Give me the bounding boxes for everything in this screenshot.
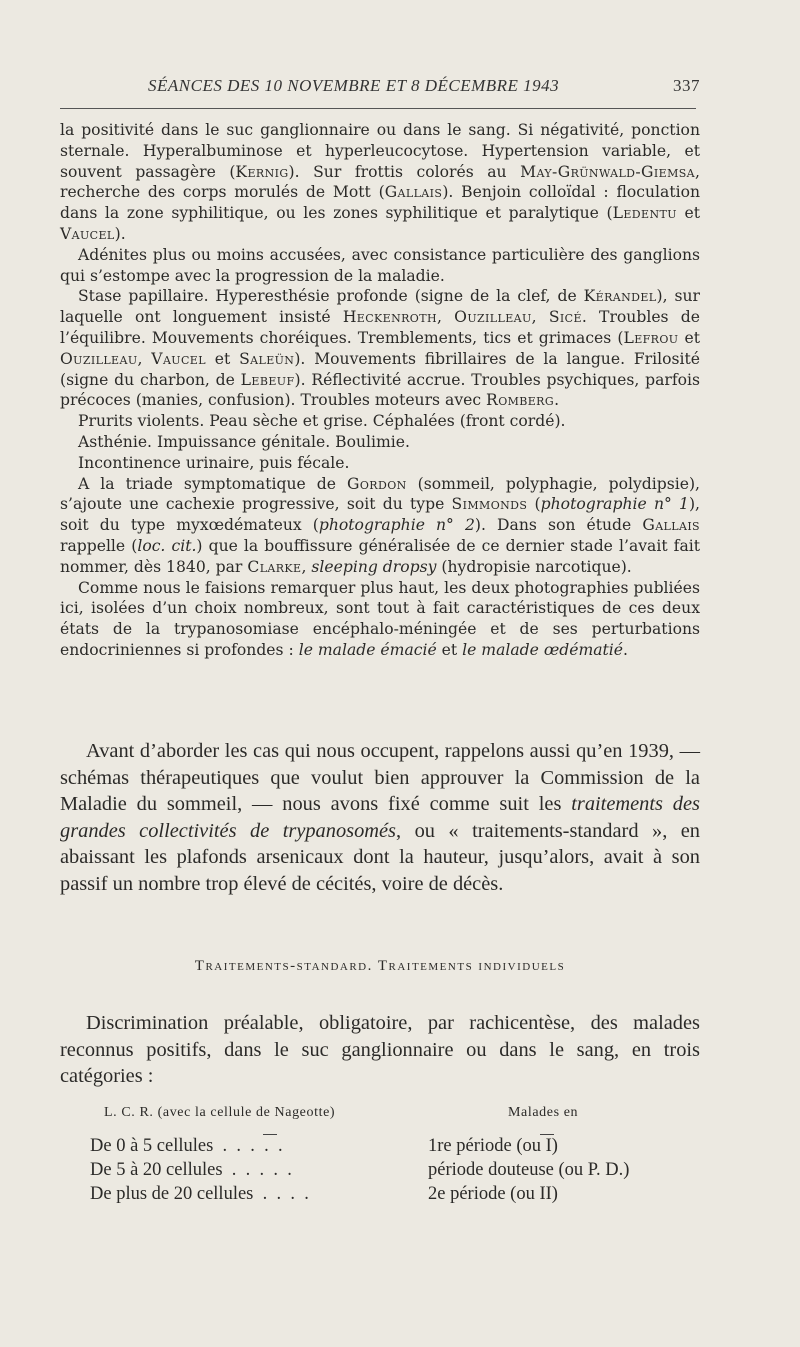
table-cell-cells: De 5 à 20 cellules . . . . . (90, 1160, 292, 1180)
table-row (0, 1184, 800, 1208)
text-run: Avant d’aborder les cas qui nous occupent, rappelons aussi qu’en 1939, — schémas thérapeutiques que voulut bien approuver la Commission de la Maladie du sommeil, — nous avons fixé comme suit les (60, 740, 700, 816)
author-name: Vaucel (60, 224, 115, 243)
author-name: Ouzilleau (454, 308, 532, 327)
table-header-dash (540, 1134, 554, 1135)
text-run: rappelle ( (60, 536, 138, 555)
table-row (0, 1160, 800, 1184)
table-header-right: Malades en (508, 1105, 579, 1120)
italic-text: le malade émacié (298, 640, 437, 659)
table-cell-cells: De 0 à 5 cellules . . . . . (90, 1136, 283, 1156)
text-run: ). Réflectivité accrue. Troubles psychiques, parfois précoces (manies, confusion). Troubles moteurs avec (60, 370, 700, 410)
author-name: Gallais (642, 516, 700, 535)
text-run: ). Dans son étude (474, 516, 643, 535)
author-name: Lebeuf (240, 370, 295, 389)
text-run: (hydropisie narcotique). (436, 557, 632, 576)
text-run: , (436, 308, 455, 327)
text-run: , ou « traitements-standard », en abaissant les plafonds arsenicaux dont la hauteur, jusqu’alors, avait à son passif un nombre trop élevé de cécités, voire de décès. (60, 819, 701, 895)
table-cell-cells: De plus de 20 cellules . . . . (90, 1184, 309, 1204)
table-cell-period: période douteuse (ou P. D.) (428, 1160, 630, 1180)
italic-text: le malade œdématié (462, 640, 624, 659)
text-run: , (137, 349, 152, 368)
paragraph (60, 474, 700, 578)
italic-text: photographie n° 1 (540, 495, 689, 514)
table-cell-period: 1re période (ou I) (428, 1136, 558, 1156)
author-name: Gallais (384, 183, 443, 202)
intro-text: Discrimination préalable, obligatoire, par rachicentèse, des malades reconnus positifs, dans le suc ganglionnaire ou dans le sang, en trois catégories : (60, 1012, 700, 1088)
italic-text: sleeping dropsy (311, 557, 437, 576)
italic-text: loc. cit. (137, 536, 197, 555)
text-run: , (531, 308, 549, 327)
author-name: Saleün (239, 349, 295, 368)
author-name: Lefrou (623, 328, 679, 347)
running-header (60, 76, 700, 102)
italic-text: traitements des grandes collectivités de trypanosomés (60, 793, 700, 842)
italic-text: photographie n° 2 (318, 516, 475, 535)
text-run: et (205, 349, 240, 368)
page-number: 337 (673, 76, 700, 95)
table-header-left: L. C. R. (avec la cellule de Nageotte) (104, 1105, 336, 1120)
author-name: May-Grünwald-Giemsa (520, 162, 696, 181)
text-run: ), soit du type myxœdémateux ( (60, 495, 701, 535)
paragraph (60, 120, 700, 245)
paragraph (60, 432, 700, 453)
text-run: Incontinence urinaire, puis fécale. (78, 453, 350, 472)
table-cell-period: 2e période (ou II) (428, 1184, 558, 1204)
text-run: Adénites plus ou moins accusées, avec consistance particulière des ganglions qui s’estompe avec la progression de la maladie. (60, 245, 700, 285)
section-title: Traitements-standard. Traitements individuels (194, 958, 566, 974)
paragraph (60, 738, 700, 898)
body-small-text (60, 120, 700, 661)
text-run: ). (114, 224, 126, 243)
paragraph (60, 578, 700, 661)
paragraph (60, 245, 700, 287)
author-name: Kérandel (583, 287, 657, 306)
text-run: A la triade symptomatique de (78, 474, 348, 493)
author-name: Sicé (548, 308, 582, 327)
text-run: . (554, 391, 560, 410)
author-name: Ledentu (612, 204, 677, 223)
paragraph (60, 453, 700, 474)
author-name: Clarke (247, 557, 302, 576)
author-name: Ouzilleau (60, 349, 138, 368)
text-run: (sommeil, polyphagie, polydipsie), s’ajoute une cachexie progressive, soit du type (60, 474, 700, 514)
paragraph (60, 411, 700, 432)
table-header-dash (263, 1134, 277, 1135)
author-name: Kernig (235, 162, 289, 181)
text-run: , (301, 557, 312, 576)
text-run: ). Mouvements fibrillaires de la langue. Frilosité (signe du charbon, de (60, 349, 700, 389)
text-run: . (623, 640, 628, 659)
author-name: Romberg (486, 391, 555, 410)
text-run: Asthénie. Impuissance génitale. Boulimie. (78, 432, 410, 451)
author-name: Heckenroth (342, 308, 437, 327)
paragraph (60, 286, 700, 411)
text-run: Comme nous le faisions remarquer plus haut, les deux photographies publiées ici, isolées d’un choix nombreux, sont tout à fait caractéristiques de ces deux états de la trypanosomiase encéphalo-méningée et de ses perturbations endocriniennes si profondes : (60, 578, 700, 659)
text-run: et (678, 328, 700, 347)
text-run: , recherche des corps morulés de Mott ( (60, 162, 700, 202)
text-run: Stase papillaire. Hyperesthésie profonde (signe de la clef, de (78, 287, 584, 306)
text-run: ). Benjoin colloïdal : floculation dans la zone syphilitique, ou les zones syphilitique et paralytique ( (60, 183, 701, 223)
text-run: Prurits violents. Peau sèche et grise. Céphalées (front cordé). (78, 412, 566, 431)
author-name: Gordon (347, 474, 407, 493)
intro-paragraph (60, 1010, 700, 1090)
text-run: ). Sur frottis colorés au (288, 162, 521, 181)
text-run: la positivité dans le suc ganglionnaire ou dans le sang. Si négativité, ponction sternale. Hyperalbuminose et hyperleucocytose. Hypertension variable, et souvent passagère ( (60, 121, 700, 181)
table-row (0, 1136, 800, 1160)
author-name: Simmonds (451, 495, 528, 514)
author-name: Vaucel (151, 349, 206, 368)
running-title: SÉANCES DES 10 NOVEMBRE ET 8 DÉCEMBRE 1943 (148, 76, 560, 95)
text-run: et (676, 204, 700, 223)
text-run: ), sur laquelle ont longuement insisté (60, 287, 701, 327)
text-run: ( (527, 495, 541, 514)
text-run: . Troubles de l’équilibre. Mouvements choréiques. Tremblements, tics et grimaces ( (60, 308, 700, 347)
text-run: ) que la bouffissure généralisée de ce dernier stade l’avait fait nommer, dès 1840, par (60, 536, 700, 576)
text-run: et (436, 640, 463, 659)
header-rule (60, 108, 696, 109)
body-large-text (60, 738, 700, 898)
